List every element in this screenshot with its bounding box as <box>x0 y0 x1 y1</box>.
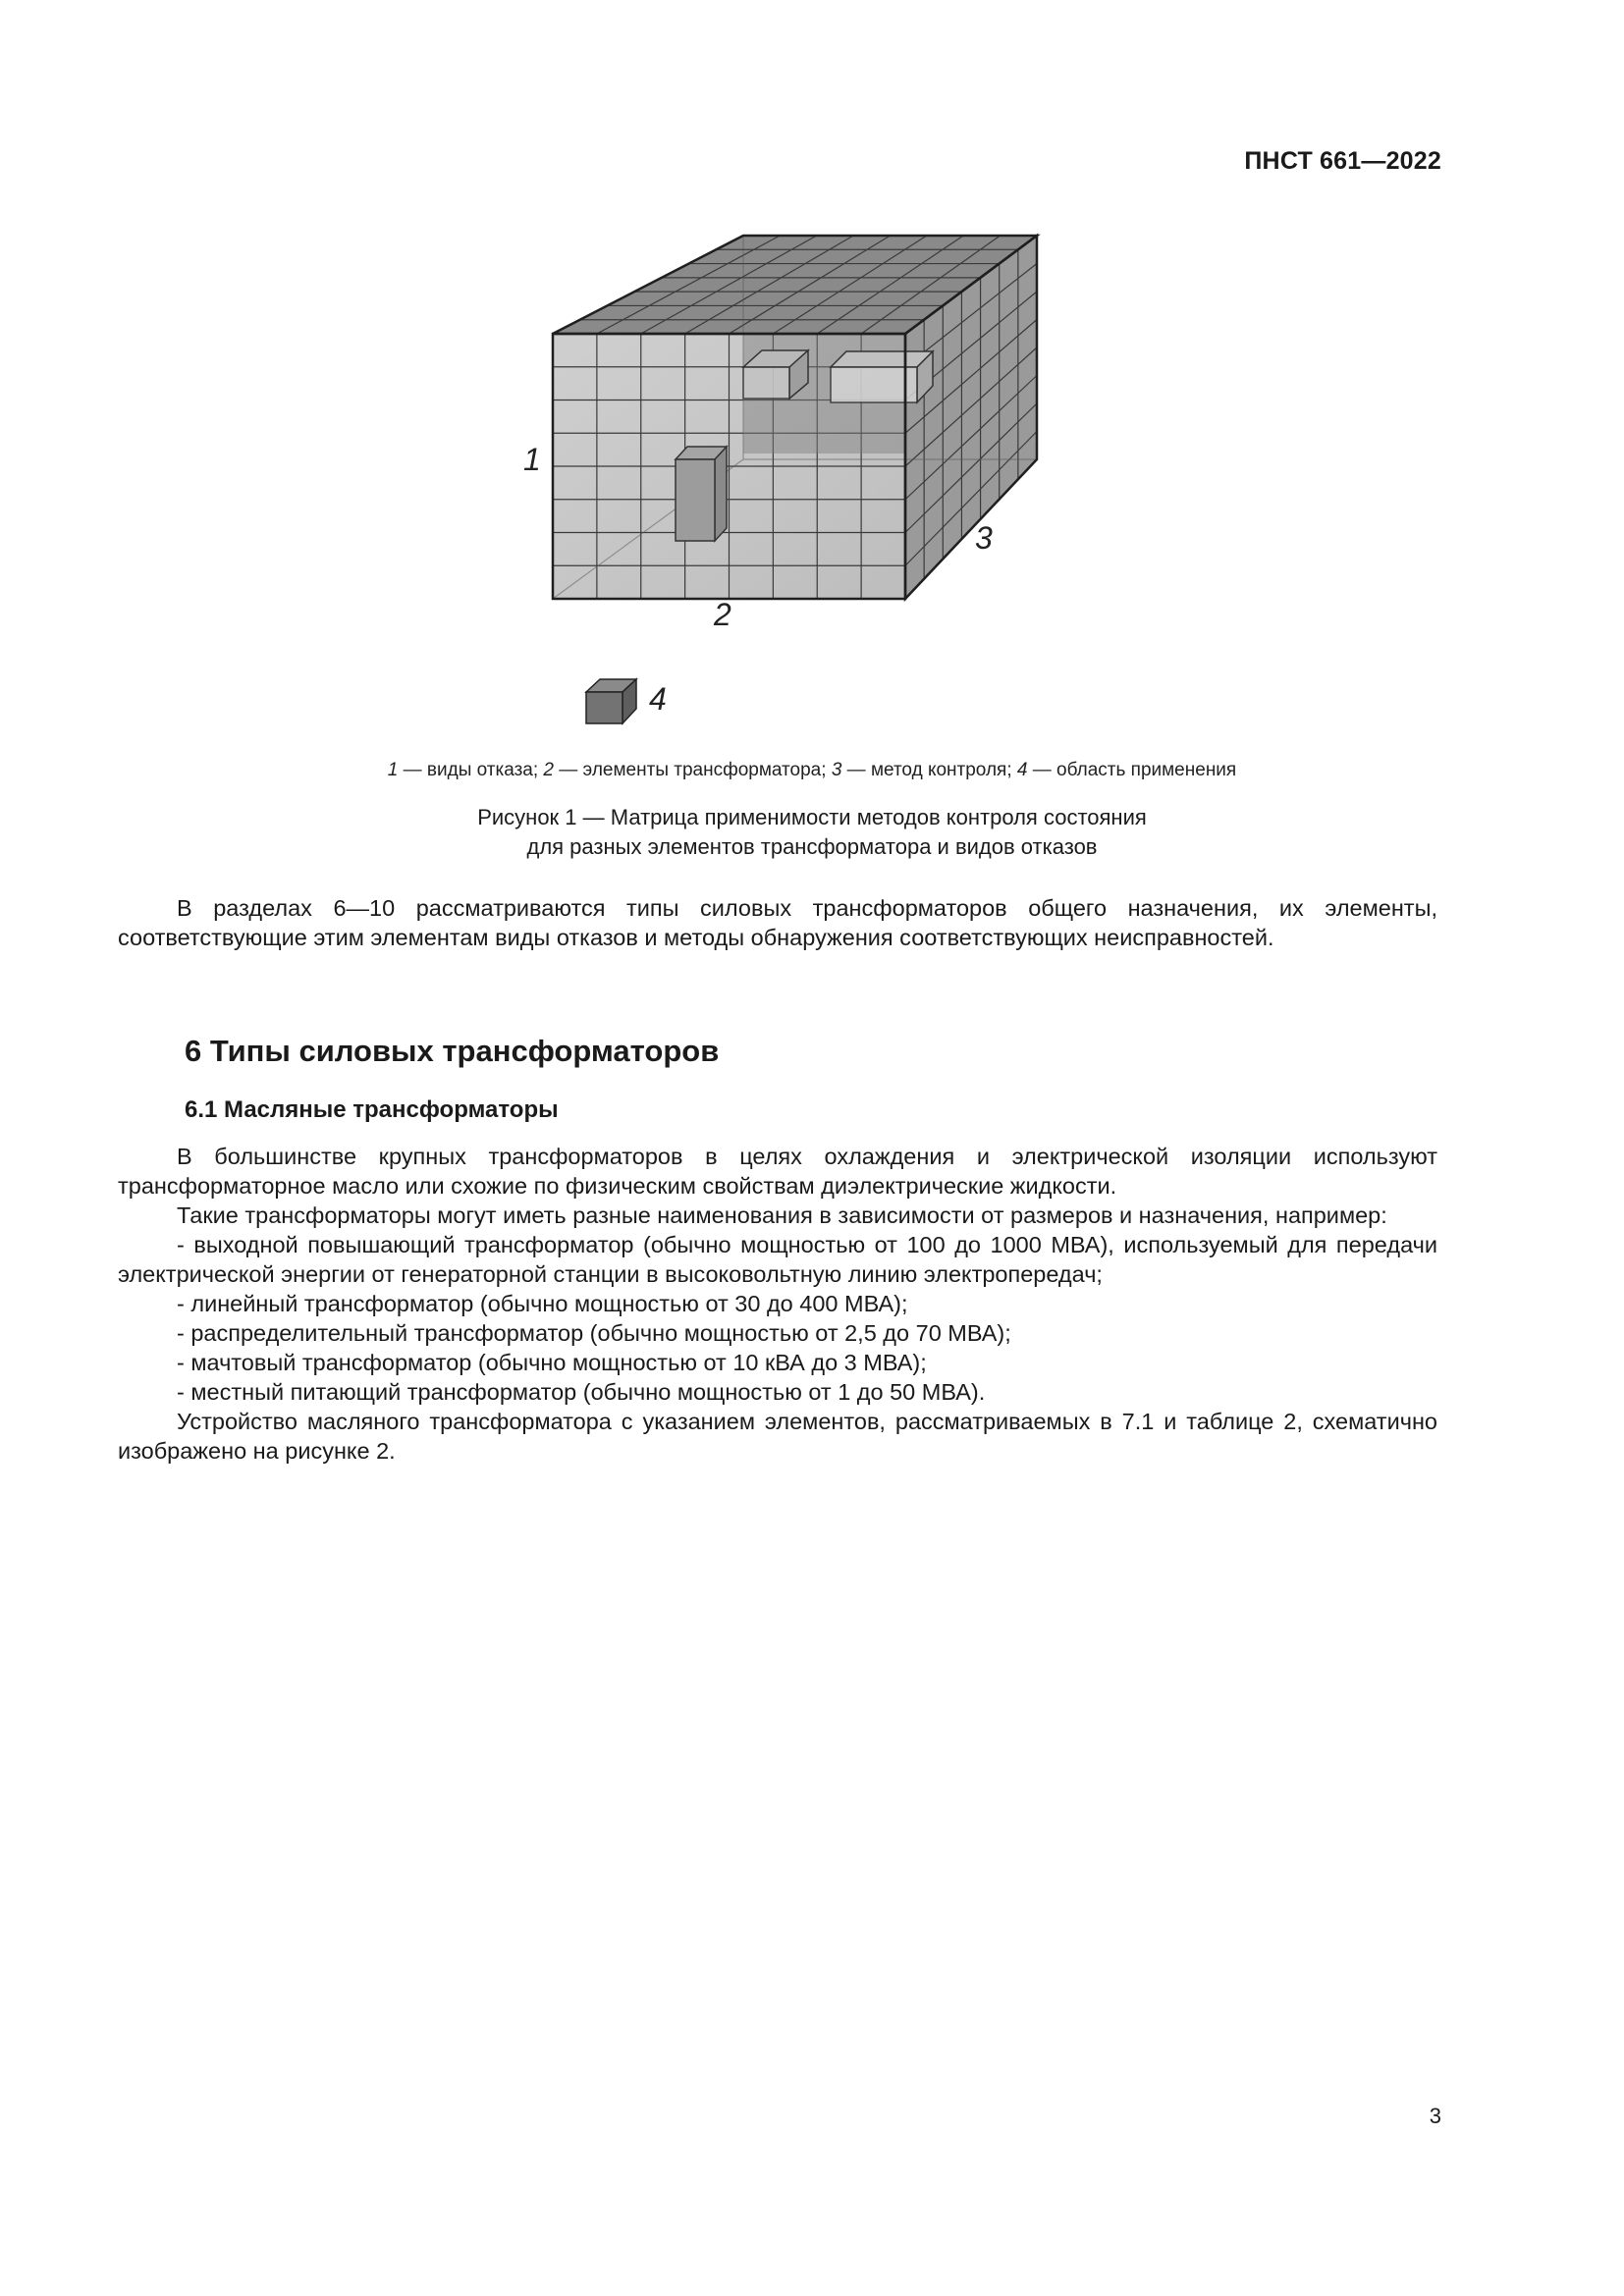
figure-caption <box>0 803 1624 862</box>
list-item: - выходной повышающий трансформатор (обычно мощностью от 100 до 1000 МВА), используемый для передачи электрической энергии от генераторной станции в высоковольтную линию электропередач; <box>118 1232 1437 1287</box>
figure-label-1: 1 <box>523 442 541 477</box>
intro-text <box>118 893 1437 952</box>
paragraph-3: Устройство масляного трансформатора с указанием элементов, рассматриваемых в 7.1 и таблице 2, схематично изображено на рисунке 2. <box>118 1409 1437 1464</box>
figure-legend: 1 — виды отказа; 2 — элементы трансформатора; 3 — метод контроля; 4 — область применения <box>387 760 1237 780</box>
region-box-a <box>743 350 808 399</box>
figure-label-4: 4 <box>649 681 667 717</box>
figure-label-3: 3 <box>975 520 993 556</box>
intro-paragraph: В разделах 6—10 рассматриваются типы силовых трансформаторов общего назначения, их элементы, соответствующие этим элементам виды отказов и методы обнаружения соответствующих неисправностей. <box>118 895 1437 950</box>
paragraph-2: Такие трансформаторы могут иметь разные наименования в зависимости от размеров и назначения, например: <box>177 1202 1387 1228</box>
section-heading: 6 Типы силовых трансформаторов <box>185 1034 720 1068</box>
list-item: - местный питающий трансформатор (обычно мощностью от 1 до 50 МВА). <box>177 1379 986 1405</box>
region-box-b <box>831 351 933 402</box>
caption-line-1: Рисунок 1 — Матрица применимости методов контроля состояния <box>477 805 1147 829</box>
section-body <box>118 1142 1437 1466</box>
paragraph-1: В большинстве крупных трансформаторов в целях охлаждения и электрической изоляции используют трансформаторное масло или схожие по физическим свойствам диэлектрические жидкости. <box>118 1144 1437 1199</box>
list-item: - распределительный трансформатор (обычно мощностью от 2,5 до 70 МВА); <box>177 1320 1011 1346</box>
list-item: - линейный трансформатор (обычно мощностью от 30 до 400 МВА); <box>177 1291 908 1316</box>
figure-label-2: 2 <box>714 597 731 632</box>
region-box-c <box>676 447 727 541</box>
caption-line-2: для разных элементов трансформатора и видов отказов <box>526 834 1098 859</box>
list-item: - мачтовый трансформатор (обычно мощностью от 10 кВА до 3 МВА); <box>177 1350 927 1375</box>
document-code: ПНСТ 661—2022 <box>1244 147 1441 175</box>
application-area-icon <box>586 679 636 723</box>
figure-1-matrix-cube <box>0 0 1624 746</box>
page-number: 3 <box>1429 2104 1441 2128</box>
subsection-heading: 6.1 Масляные трансформаторы <box>185 1096 559 1123</box>
cube-diagram <box>0 0 1624 746</box>
